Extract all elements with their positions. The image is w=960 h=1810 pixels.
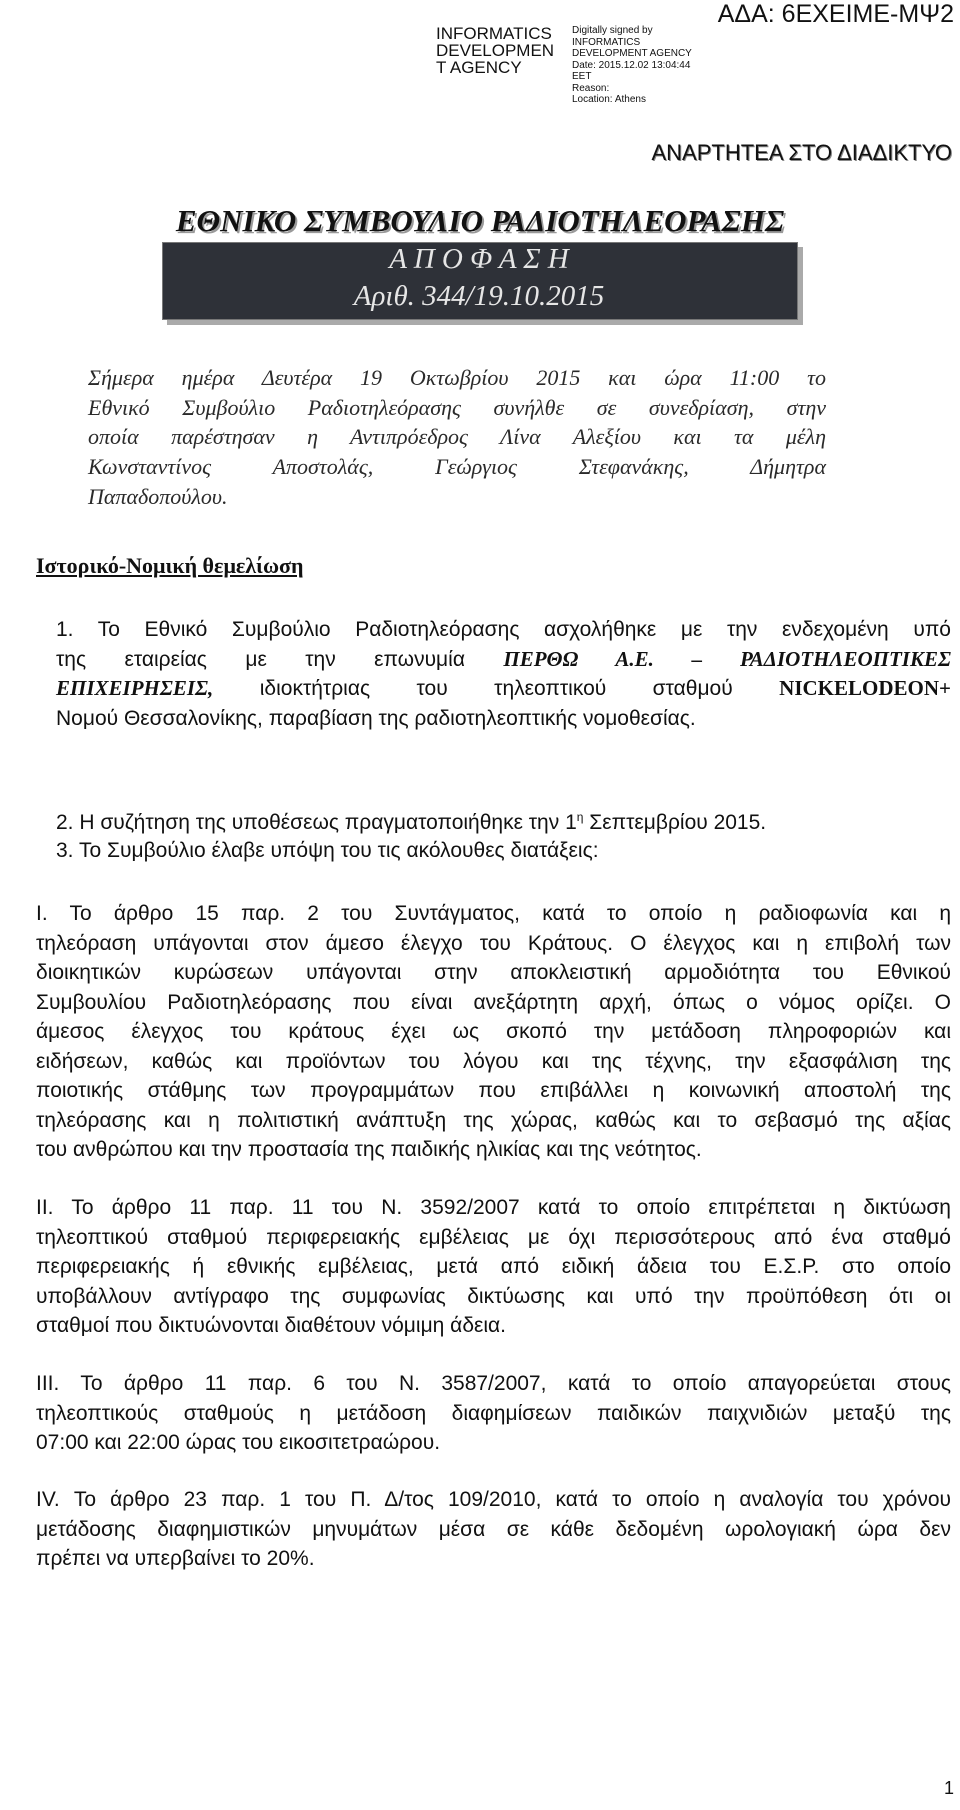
signature-detail-line: Date: 2015.12.02 13:04:44 <box>572 59 691 71</box>
item-2 <box>56 803 951 838</box>
provision-line: Συμβουλίου Ραδιοτηλεόρασης που είναι ανεξάρτητη αρχή, όπως ο νόμος ορίζει. Ο <box>36 990 951 1014</box>
item-1-line <box>56 645 951 675</box>
station-name: NICKELODEON+ <box>779 676 951 700</box>
signature-detail-line: Digitally signed by <box>572 25 653 36</box>
item-1-text: ιδιοκτήτριας του τηλεοπτικού σταθμού <box>213 677 780 700</box>
item-2-text: Σεπτεμβρίου 2015. <box>583 811 767 834</box>
signature-org-line: T AGENCY <box>436 58 522 77</box>
provision-line: διοικητικών κυρώσεων υπάγονται στην αποκλειστική αρμοδιότητα του Εθνικού <box>36 961 951 984</box>
signature-detail-line: DEVELOPMENT AGENCY <box>572 48 692 59</box>
intro-line: Σήμερα ημέρα Δευτέρα 19 Οκτωβρίου 2015 και ώρα 11:00 το <box>88 365 826 390</box>
council-title: ΕΘΝΙΚΟ ΣΥΜΒΟΥΛΙΟ ΡΑΔΙΟΤΗΛΕΟΡΑΣΗΣ <box>175 203 785 238</box>
provision-line: άμεσος έλεγχος του κράτους έχει ως σκοπό την μετάδοση πληροφοριών και <box>36 1020 951 1043</box>
provision-2 <box>36 1193 951 1341</box>
decision-number: Αριθ. 344/19.10.2015 <box>353 280 605 312</box>
decision-title: Α Π Ο Φ Α Σ Η <box>389 243 569 275</box>
provision-line: ΙΙ. Το άρθρο 11 παρ. 11 του Ν. 3592/2007 κατά το οποίο επιτρέπεται η δικτύωση <box>36 1196 951 1219</box>
provision-line: σταθμοί που δικτυώνονται διαθέτουν νόμιμη άδεια. <box>36 1314 507 1337</box>
page-number: 1 <box>943 1778 954 1798</box>
provision-line: 07:00 και 22:00 ώρας του εικοσιτετραώρου. <box>36 1431 441 1454</box>
company-name: ΠΕΡΘΩ Α.Ε. – ΡΑΔΙΟΤΗΛΕΟΠΤΙΚΕΣ <box>503 646 951 671</box>
intro-line: Εθνικό Συμβούλιο Ραδιοτηλεόρασης συνήλθε σε συνεδρίαση, στην <box>88 394 826 420</box>
item-3: 3. Το Συμβούλιο έλαβε υπόψη του τις ακόλουθες διατάξεις: <box>56 839 599 862</box>
provision-line: του ανθρώπου και την προστασία της παιδικής ηλικίας και της νεότητος. <box>36 1138 702 1161</box>
provision-line: τηλεοπτικούς σταθμούς η μετάδοση διαφημίσεων παιδικών παιχνιδιών μεταξύ της <box>36 1401 951 1425</box>
provision-line: πρέπει να υπερβαίνει το 20%. <box>36 1547 315 1570</box>
intro-line: Κωνσταντίνος Αποστολάς, Γεώργιος Στεφανάκης, Δήμητρα <box>88 454 826 480</box>
signature-org-line: INFORMATICS <box>436 24 552 43</box>
provision-line: μετάδοσης διαφημιστικών μηνυμάτων μέσα σε κάθε δεδομένη ωρολογιακή ώρα δεν <box>36 1517 951 1541</box>
item-1-text: της εταιρείας με την επωνυμία <box>56 647 504 671</box>
signature-org-line: DEVELOPMEN <box>436 41 555 60</box>
item-1 <box>56 615 951 733</box>
provision-line: τηλεοπτικού σταθμού περιφερειακής εμβέλειας με όχι περισσότερους από ένα σταθμό <box>36 1225 951 1249</box>
item-1-line: 1. Το Εθνικό Συμβούλιο Ραδιοτηλεόρασης ασχολήθηκε με την ενδεχομένη υπό <box>56 618 951 641</box>
provision-line: ειδήσεων, καθώς και προϊόντων του λόγου και της τέχνης, την εξασφάλιση της <box>36 1049 951 1073</box>
provision-line: ΙΙΙ. Το άρθρο 11 παρ. 6 του Ν. 3587/2007, κατά το οποίο απαγορεύεται στους <box>36 1372 951 1395</box>
publish-note: ΑΝΑΡΤΗΤΕΑ ΣΤΟ ΔΙΑΔΙΚΤΥΟ <box>651 140 952 165</box>
provision-line: ποιοτικής στάθμης των προγραμμάτων που επιβάλλει η κοινωνική αποστολή της <box>36 1079 951 1102</box>
signature-detail-line: EET <box>572 71 592 82</box>
provision-line: τηλεόραση υπάγονται στον άμεσο έλεγχο του Κράτους. Ο έλεγχος και η επιβολή των <box>36 931 951 955</box>
ada-code: ΑΔΑ: 6ΕΧΕΙΜΕ-ΜΨ2 <box>717 0 954 28</box>
provision-line: Ι. Το άρθρο 15 παρ. 2 του Συντάγματος, κατά το οποίο η ραδιοφωνία και η <box>36 902 951 925</box>
provision-4 <box>36 1485 951 1574</box>
provision-line: IV. Το άρθρο 23 παρ. 1 του Π. Δ/τος 109/2010, κατά το οποίο η αναλογία του χρόνου <box>36 1488 951 1511</box>
company-name-cont: ΕΠΙΧΕΙΡΗΣΕΙΣ, <box>56 676 214 700</box>
item-1-line <box>56 674 951 704</box>
item-1-line: Νομού Θεσσαλονίκης, παραβίαση της ραδιοτηλεοπτικής νομοθεσίας. <box>56 706 696 730</box>
intro-paragraph <box>88 363 826 512</box>
item-2-superscript: η <box>576 810 584 824</box>
provision-line: τηλεόρασης και η πολιτιστική ανάπτυξη της χώρας, καθώς και το σεβασμό της αξίας <box>36 1108 951 1132</box>
provision-line: υποβάλλουν αντίγραφο της συμφωνίας δικτύωσης και υπό την προϋπόθεση ότι οι <box>36 1284 951 1308</box>
provision-1 <box>36 899 951 1165</box>
signature-detail-line: INFORMATICS <box>572 36 641 48</box>
provision-line: περιφερειακής ή εθνικής εμβέλειας, μετά από ειδική άδεια του Ε.Σ.Ρ. στο οποίο <box>36 1255 951 1278</box>
provision-3 <box>36 1369 951 1458</box>
intro-line: Παπαδοπούλου. <box>88 483 228 509</box>
signature-detail-line: Reason: <box>572 82 610 94</box>
section-title: Ιστορικό-Νομική θεμελίωση <box>36 553 304 578</box>
item-2-text: 2. Η συζήτηση της υποθέσεως πραγματοποιήθηκε την 1 <box>56 811 577 834</box>
intro-line: οποία παρέστησαν η Αντιπρόεδρος Λίνα Αλεξίου και τα μέλη <box>88 424 826 450</box>
signature-detail-line: Location: Athens <box>572 94 646 105</box>
signature-organization <box>436 25 566 76</box>
signature-details <box>572 25 712 106</box>
